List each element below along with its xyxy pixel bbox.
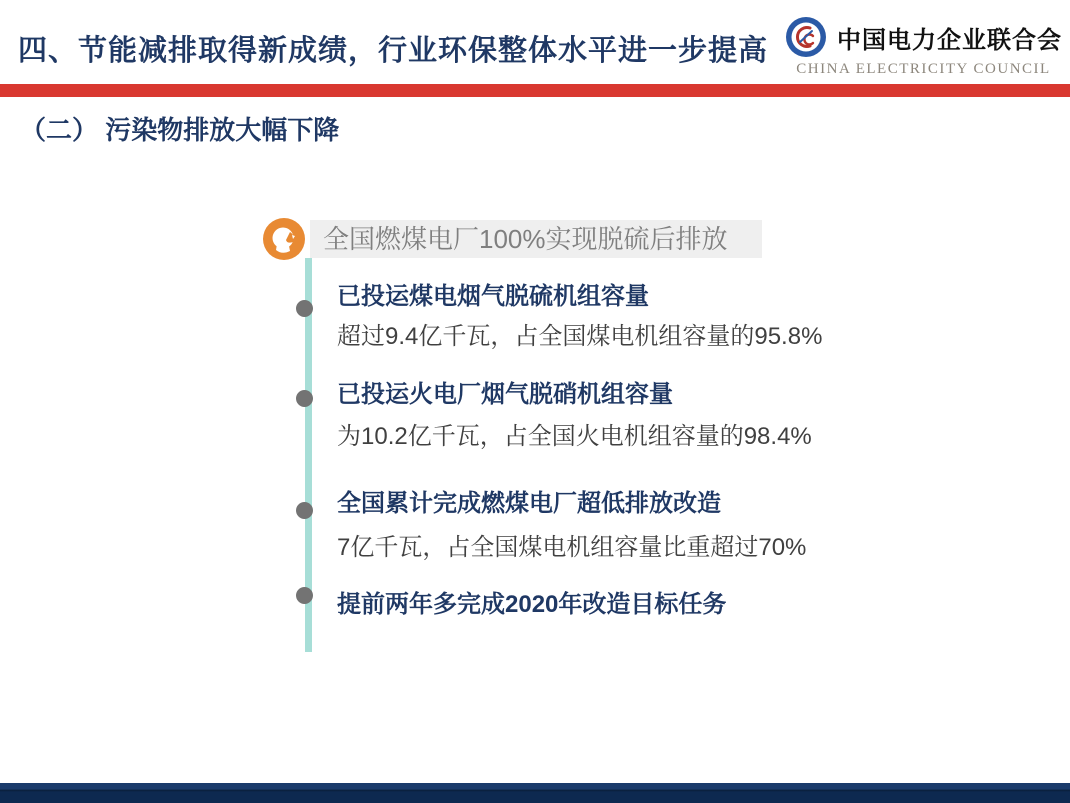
timeline-dot — [296, 390, 313, 407]
item-heading: 已投运煤电烟气脱硫机组容量 — [337, 283, 649, 310]
timeline-dot — [296, 300, 313, 317]
logo-name-cn: 中国电力企业联合会 — [837, 26, 1062, 54]
item-heading: 全国累计完成燃煤电厂超低排放改造 — [337, 490, 721, 517]
header-divider-bar — [0, 84, 1070, 97]
timeline-dot — [296, 502, 313, 519]
cec-emblem-icon — [785, 16, 827, 58]
page-title: 四、节能减排取得新成绩，行业环保整体水平进一步提高 — [18, 35, 769, 67]
logo — [785, 16, 1062, 78]
section-heading: （二） 污染物排放大幅下降 — [20, 115, 340, 145]
panel-title: 全国燃煤电厂100%实现脱硫后排放 — [310, 220, 762, 258]
item-detail: 超过9.4亿千瓦，占全国煤电机组容量的95.8% — [337, 323, 823, 350]
timeline-dot — [296, 587, 313, 604]
logo-name-en: CHINA ELECTRICITY COUNCIL — [796, 61, 1051, 77]
person-profile-icon — [263, 218, 305, 260]
footer-bar — [0, 783, 1070, 803]
item-heading: 提前两年多完成2020年改造目标任务 — [337, 591, 727, 618]
item-detail: 7亿千瓦，占全国煤电机组容量比重超过70% — [337, 534, 807, 561]
item-heading: 已投运火电厂烟气脱硝机组容量 — [337, 381, 673, 408]
item-detail: 为10.2亿千瓦，占全国火电机组容量的98.4% — [337, 423, 812, 450]
